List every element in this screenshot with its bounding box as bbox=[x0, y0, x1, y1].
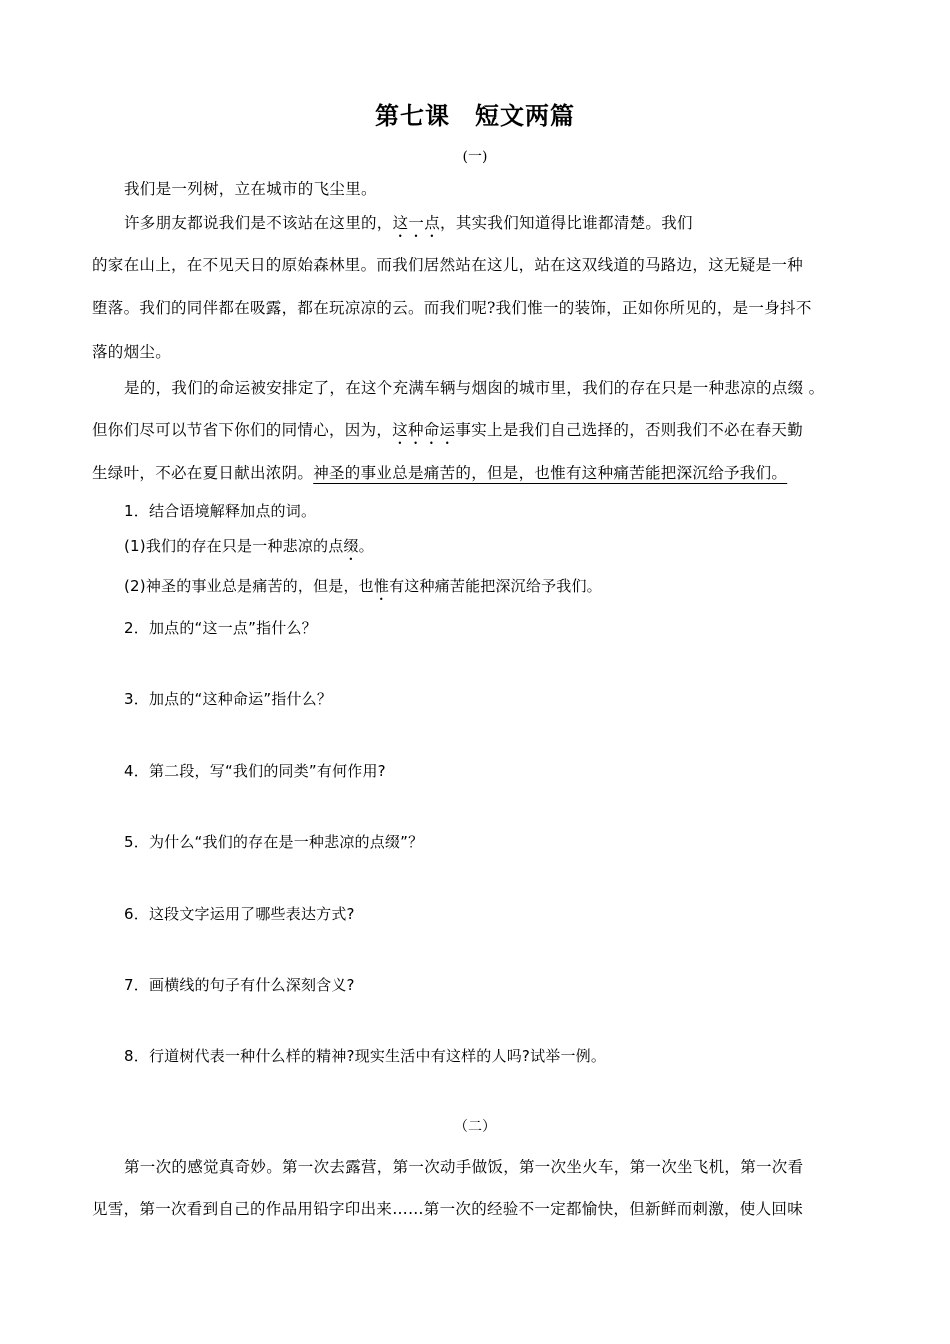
text-span: (2)神圣的事业总是痛苦的，但是，也 bbox=[124, 577, 374, 595]
underlined-sentence: 神圣的事业总是痛苦的，但是，也惟有这种痛苦能把深沉给予我们。 bbox=[313, 464, 788, 482]
passage1-paragraph2-line2: 的家在山上，在不见天日的原始森林里。而我们居然站在这儿，站在这双线道的马路边，这无疑是一种 bbox=[92, 256, 804, 274]
text-span: 事实上是我们自己选择的，否则我们不必在春天勤 bbox=[455, 421, 804, 439]
question-4: 4．第二段，写“我们的同类”有何作用? bbox=[124, 762, 386, 780]
question-1: 1．结合语境解释加点的词。 bbox=[124, 502, 317, 520]
passage1-paragraph3-line3 bbox=[92, 461, 787, 483]
text-span: 有这种痛苦能把深沉给予我们。 bbox=[389, 577, 602, 595]
text-span: 许多朋友都说我们是不该站在这里的， bbox=[124, 214, 393, 232]
passage2-line1: 第一次的感觉真奇妙。第一次去露营，第一次动手做饭，第一次坐火车，第一次坐飞机，第一次看 bbox=[124, 1158, 804, 1176]
text-span: 。 bbox=[358, 537, 374, 555]
question-1-2 bbox=[124, 575, 602, 604]
passage1-paragraph3-line1: 是的，我们的命运被安排定了，在这个充满车辆与烟囱的城市里，我们的存在只是一种悲凉的点缀 。 bbox=[124, 379, 825, 397]
dotted-word: 缀 bbox=[343, 537, 359, 555]
question-3: 3．加点的“这种命运”指什么？ bbox=[124, 690, 333, 708]
passage1-paragraph2-line4: 落的烟尘。 bbox=[92, 343, 172, 361]
dotted-phrase: 这种命运 bbox=[392, 421, 456, 439]
text-span: 生绿叶，不必在夏日献出浓阴。 bbox=[92, 464, 314, 482]
passage1-paragraph3-line2 bbox=[92, 418, 803, 448]
question-2: 2．加点的“这一点”指什么？ bbox=[124, 619, 317, 637]
text-span: (1)我们的存在只是一种悲凉的点 bbox=[124, 537, 344, 555]
dotted-phrase: 这一点 bbox=[392, 214, 441, 232]
passage1-paragraph2-line3: 堕落。我们的同伴都在吸露，都在玩凉凉的云。而我们呢?我们惟一的装饰，正如你所见的，是一身抖不 bbox=[92, 299, 812, 317]
dotted-word: 惟 bbox=[373, 577, 390, 595]
passage1-paragraph2-line1 bbox=[124, 211, 693, 241]
question-1-1 bbox=[124, 535, 374, 564]
section-label-1: (一) bbox=[462, 149, 488, 165]
question-6: 6．这段文字运用了哪些表达方式? bbox=[124, 905, 355, 923]
page-title: 第七课 短文两篇 bbox=[375, 101, 575, 130]
question-8: 8．行道树代表一种什么样的精神?现实生活中有这样的人吗?试举一例。 bbox=[124, 1047, 607, 1065]
text-span: 但你们尽可以节省下你们的同情心，因为， bbox=[92, 421, 393, 439]
question-5: 5．为什么“我们的存在是一种悲凉的点缀”？ bbox=[124, 833, 424, 851]
passage1-paragraph1: 我们是一列树，立在城市的飞尘里。 bbox=[124, 180, 377, 198]
section-label-2: （二） bbox=[454, 1119, 496, 1135]
question-7: 7．画横线的句子有什么深刻含义? bbox=[124, 976, 355, 994]
text-span: ，其实我们知道得比谁都清楚。我们 bbox=[440, 214, 693, 232]
passage2-line2: 见雪，第一次看到自己的作品用铅字印出来……第一次的经验不一定都愉快，但新鲜而刺激，使人回味 bbox=[92, 1200, 804, 1218]
